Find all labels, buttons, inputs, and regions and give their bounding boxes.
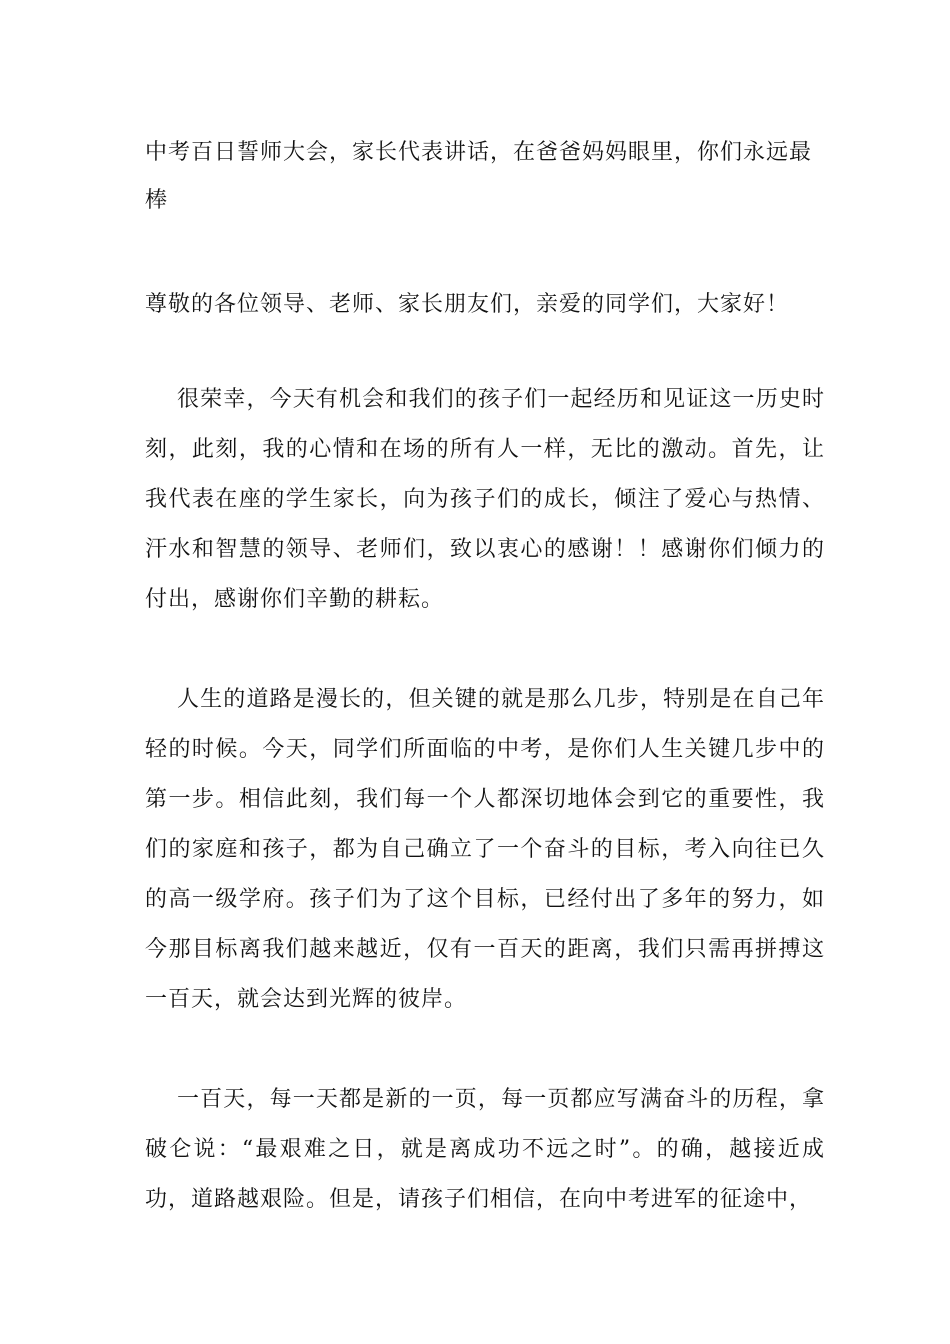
paragraph-1: 很荣幸，今天有机会和我们的孩子们一起经历和见证这一历史时刻，此刻，我的心情和在场的所有人一样，无比的激动。首先，让我代表在座的学生家长，向为孩子们的成长，倾注了爱心与热情、汗水和智慧的领导、老师们，致以衷心的感谢！！感谢你们倾力的付出，感谢你们辛勤的耕耘。 xyxy=(145,387,825,612)
paragraph-2: 人生的道路是漫长的，但关键的就是那么几步，特别是在自己年轻的时候。今天，同学们所面临的中考，是你们人生关键几步中的第一步。相信此刻，我们每一个人都深切地体会到它的重要性，我们的家庭和孩子，都为自己确立了一个奋斗的目标，考入向往已久的高一级学府。孩子们为了这个目标，已经付出了多年的努力，如今那目标离我们越来越近，仅有一百天的距离，我们只需再拼搏这一百天，就会达到光辉的彼岸。 xyxy=(145,687,825,1012)
document-title: 中考百日誓师大会，家长代表讲话，在爸爸妈妈眼里，你们永远最棒 xyxy=(145,140,813,213)
greeting-line: 尊敬的各位领导、老师、家长朋友们，亲爱的同学们，大家好！ xyxy=(145,292,790,317)
paragraph-3: 一百天，每一天都是新的一页，每一页都应写满奋斗的历程，拿破仑说：“最艰难之日，就是离成功不远之时”。的确，越接近成功，道路越艰险。但是，请孩子们相信，在向中考进军的征途中， xyxy=(145,1087,825,1212)
